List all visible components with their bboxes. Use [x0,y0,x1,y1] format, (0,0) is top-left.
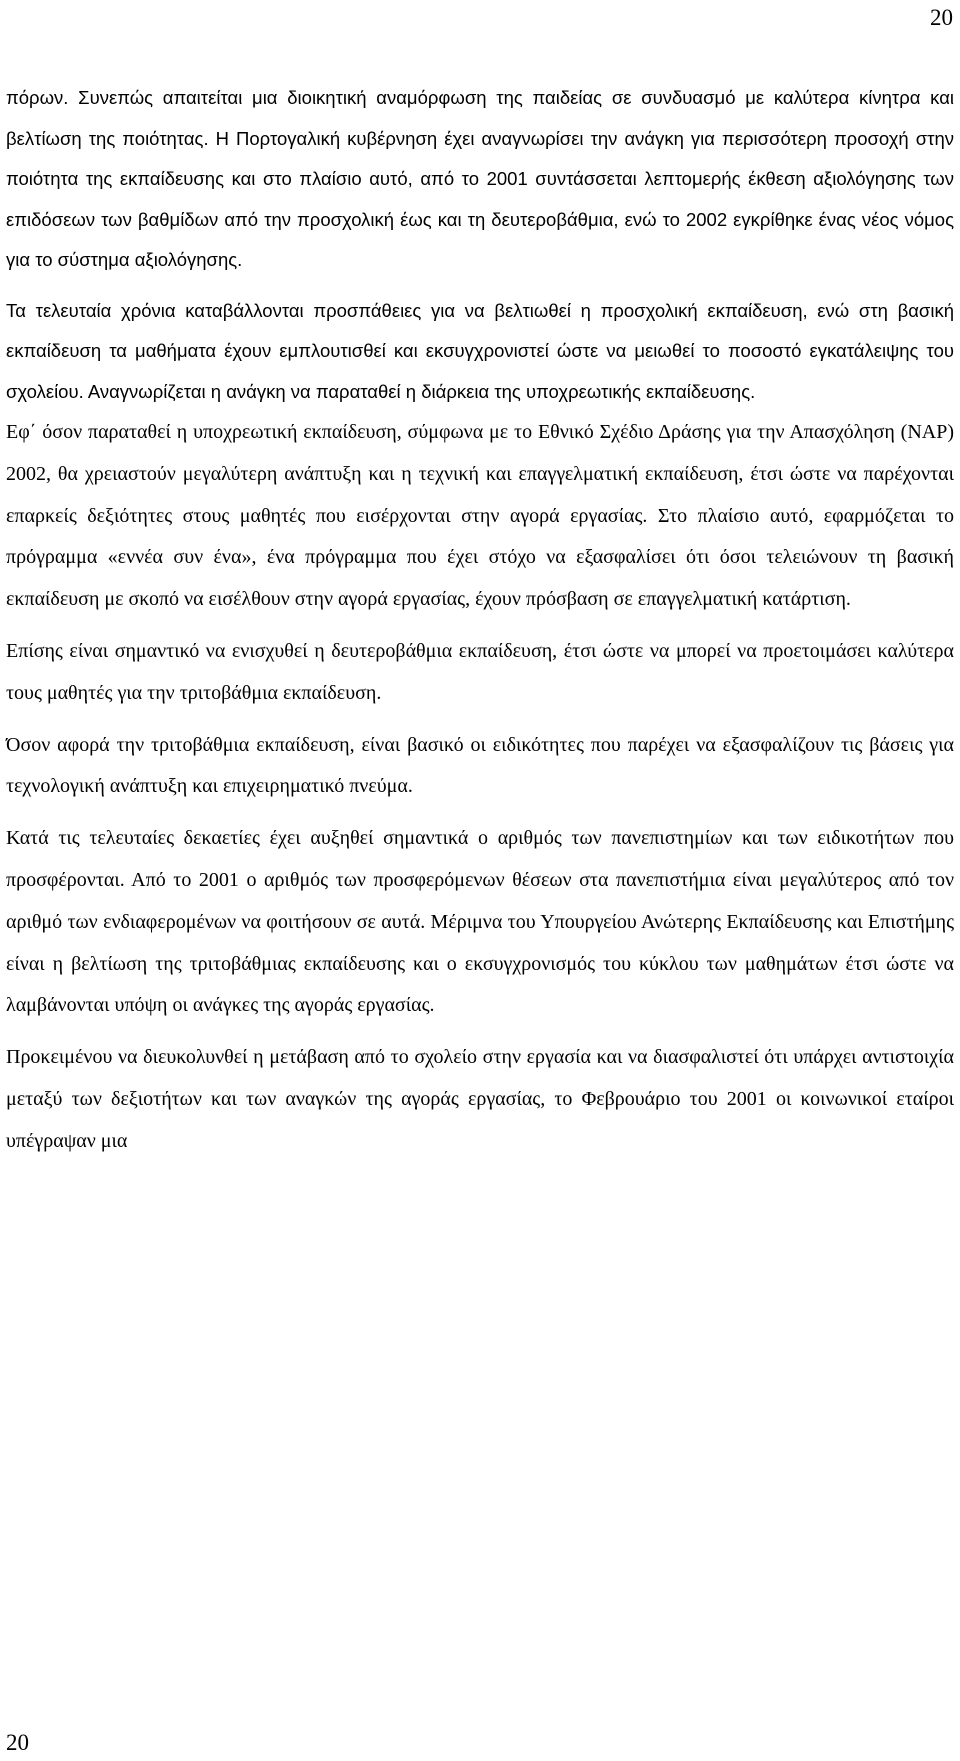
paragraph-2: Τα τελευταία χρόνια καταβάλλονται προσπάθειες για να βελτιωθεί η προσχολική εκπαίδευση, ενώ στη βασική εκπαίδευση τα μαθήματα έχουν εμπλουτισθεί και εκσυγχρονιστεί ώστε να μειωθεί το ποσοστό εγκατάλειψης του σχολείου. Αναγνωρίζεται η ανάγκη να παραταθεί η διάρκεια της υποχρεωτικής εκπαίδευσης. [6,299,954,402]
paragraph-7: Προκειμένου να διευκολυνθεί η μετάβαση από το σχολείο στην εργασία και να διασφαλιστεί ότι υπάρχει αντιστοιχία μεταξύ των δεξιοτήτων και των αναγκών της αγοράς εργασίας, το Φεβρουάριο του 2001 οι κοινωνικοί εταίροι υπέγραψαν μια [6,1046,954,1152]
paragraph-1: πόρων. Συνεπώς απαιτείται μια διοικητική αναμόρφωση της παιδείας σε συνδυασμό με καλύτερα κίνητρα και βελτίωση της ποιότητας. Η Πορτογαλική κυβέρνηση έχει αναγνωρίσει την ανάγκη για περισσότερη προσοχή στην ποιότητα της εκπαίδευσης και στο πλαίσιο αυτό, από το 2001 συντάσσεται λεπτομερής έκθεση αξιολόγησης των επιδόσεων των βαθμίδων από την προσχολική έως και τη δευτεροβάθμια, ενώ το 2002 εγκρίθηκε ένας νέος νόμος για το σύστημα αξιολόγησης. [6,87,954,270]
paragraph-4: Επίσης είναι σημαντικό να ενισχυθεί η δευτεροβάθμια εκπαίδευση, έτσι ώστε να μπορεί να προετοιμάσει καλύτερα τους μαθητές για την τριτοβάθμια εκπαίδευση. [6,639,954,704]
page-number-bottom: 20 [6,1730,29,1755]
page-number-top: 20 [930,5,953,30]
page-body [6,78,954,1163]
paragraph-5: Όσον αφορά την τριτοβάθμια εκπαίδευση, είναι βασικό οι ειδικότητες που παρέχει να εξασφαλίζουν τις βάσεις για τεχνολογική ανάπτυξη και επιχειρηματικό πνεύμα. [6,733,954,798]
paragraph-3: Εφ΄ όσον παραταθεί η υποχρεωτική εκπαίδευση, σύμφωνα με το Εθνικό Σχέδιο Δράσης για την Απασχόληση (ΝΑΡ) 2002, θα χρειαστούν μεγαλύτερη ανάπτυξη και η τεχνική και επαγγελματική εκπαίδευση, έτσι ώστε να παρέχονται επαρκείς δεξιότητες στους μαθητές που εισέρχονται στην αγορά εργασίας. Στο πλαίσιο αυτό, εφαρμόζεται το πρόγραμμα «εννέα συν ένα», ένα πρόγραμμα που έχει στόχο να εξασφαλίσει ότι όσοι τελειώνουν τη βασική εκπαίδευση με σκοπό να εισέλθουν στην αγορά εργασίας, έχουν πρόσβαση σε επαγγελματική κατάρτιση. [6,421,954,611]
paragraph-6: Κατά τις τελευταίες δεκαετίες έχει αυξηθεί σημαντικά ο αριθμός των πανεπιστημίων και των ειδικοτήτων που προσφέρονται. Από το 2001 ο αριθμός των προσφερόμενων θέσεων στα πανεπιστήμια είναι μεγαλύτερος από τον αριθμό των ενδιαφερομένων να φοιτήσουν σε αυτά. Μέριμνα του Υπουργείου Ανώτερης Εκπαίδευσης και Επιστήμης είναι η βελτίωση της τριτοβάθμιας εκπαίδευσης και ο εκσυγχρονισμός του κύκλου των μαθημάτων έτσι ώστε να λαμβάνονται υπόψη οι ανάγκες της αγοράς εργασίας. [6,827,954,1017]
